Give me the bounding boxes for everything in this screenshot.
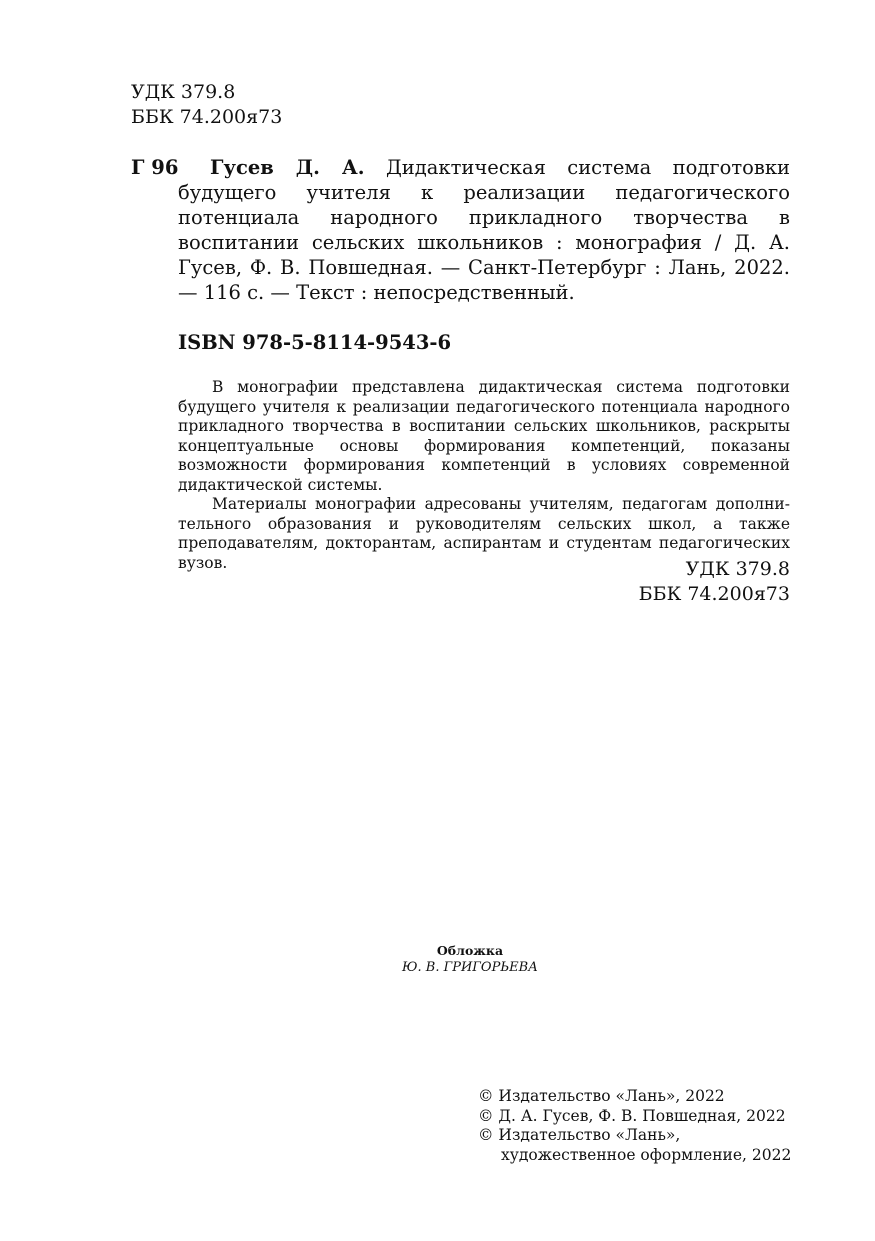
udk-code: УДК 379.8: [131, 81, 236, 103]
classification-bottom: [600, 557, 790, 607]
record-description: Дидактическая система подготовки будущего учителя к реализации педагогического потенциала народного прикладного творчества в воспитании сельских школьников : монография / Д. А. Гусев, Ф. В. Повшедная. — Санкт-Петербург : Лань, 2022. — 116 с. — Текст : непосредственный.: [178, 156, 791, 304]
bbk-code: ББК 74.200я73: [131, 106, 283, 128]
copyright-line: © Д. А. Гусев, Ф. В. Повшедная, 2022: [478, 1106, 786, 1125]
annotation-paragraph: В монографии представлена дидактическая система подготовки будущего учителя к реализации педагогического потенциала народного прикладного творчества в воспитании сельских школьников, раскрыты концептуальные основы формирования компетенций, показаны возможности формирования компетенций в условиях современной дидактической системы.: [178, 378, 790, 494]
bbk-code: ББК 74.200я73: [638, 583, 790, 605]
copyright-block: [478, 1087, 798, 1165]
copyright-line: © Издательство «Лань», 2022: [478, 1087, 725, 1105]
isbn: ISBN 978-5-8114-9543-6: [178, 331, 452, 354]
udk-code: УДК 379.8: [685, 558, 790, 580]
annotation: [178, 378, 790, 573]
record-author: Гусев Д. А.: [210, 156, 365, 179]
cover-credit: [330, 943, 610, 976]
author-sign: Г 96: [131, 156, 179, 179]
annotation-paragraph: Материалы монографии адресованы учителям, педагогам дополнительного образования и руководителям сельских школ, а также преподавателям, докторантам, аспирантам и студентам педагогических вузов.: [178, 495, 790, 572]
cover-label: Обложка: [436, 943, 504, 958]
copyright-line-continuation: художественное оформление, 2022: [501, 1145, 792, 1164]
classification-top: [131, 80, 282, 130]
cover-artist: Ю. В. ГРИГОРЬЕВА: [402, 960, 538, 975]
copyright-line: © Издательство «Лань»,: [478, 1126, 681, 1144]
bibliographic-record: [178, 155, 790, 305]
